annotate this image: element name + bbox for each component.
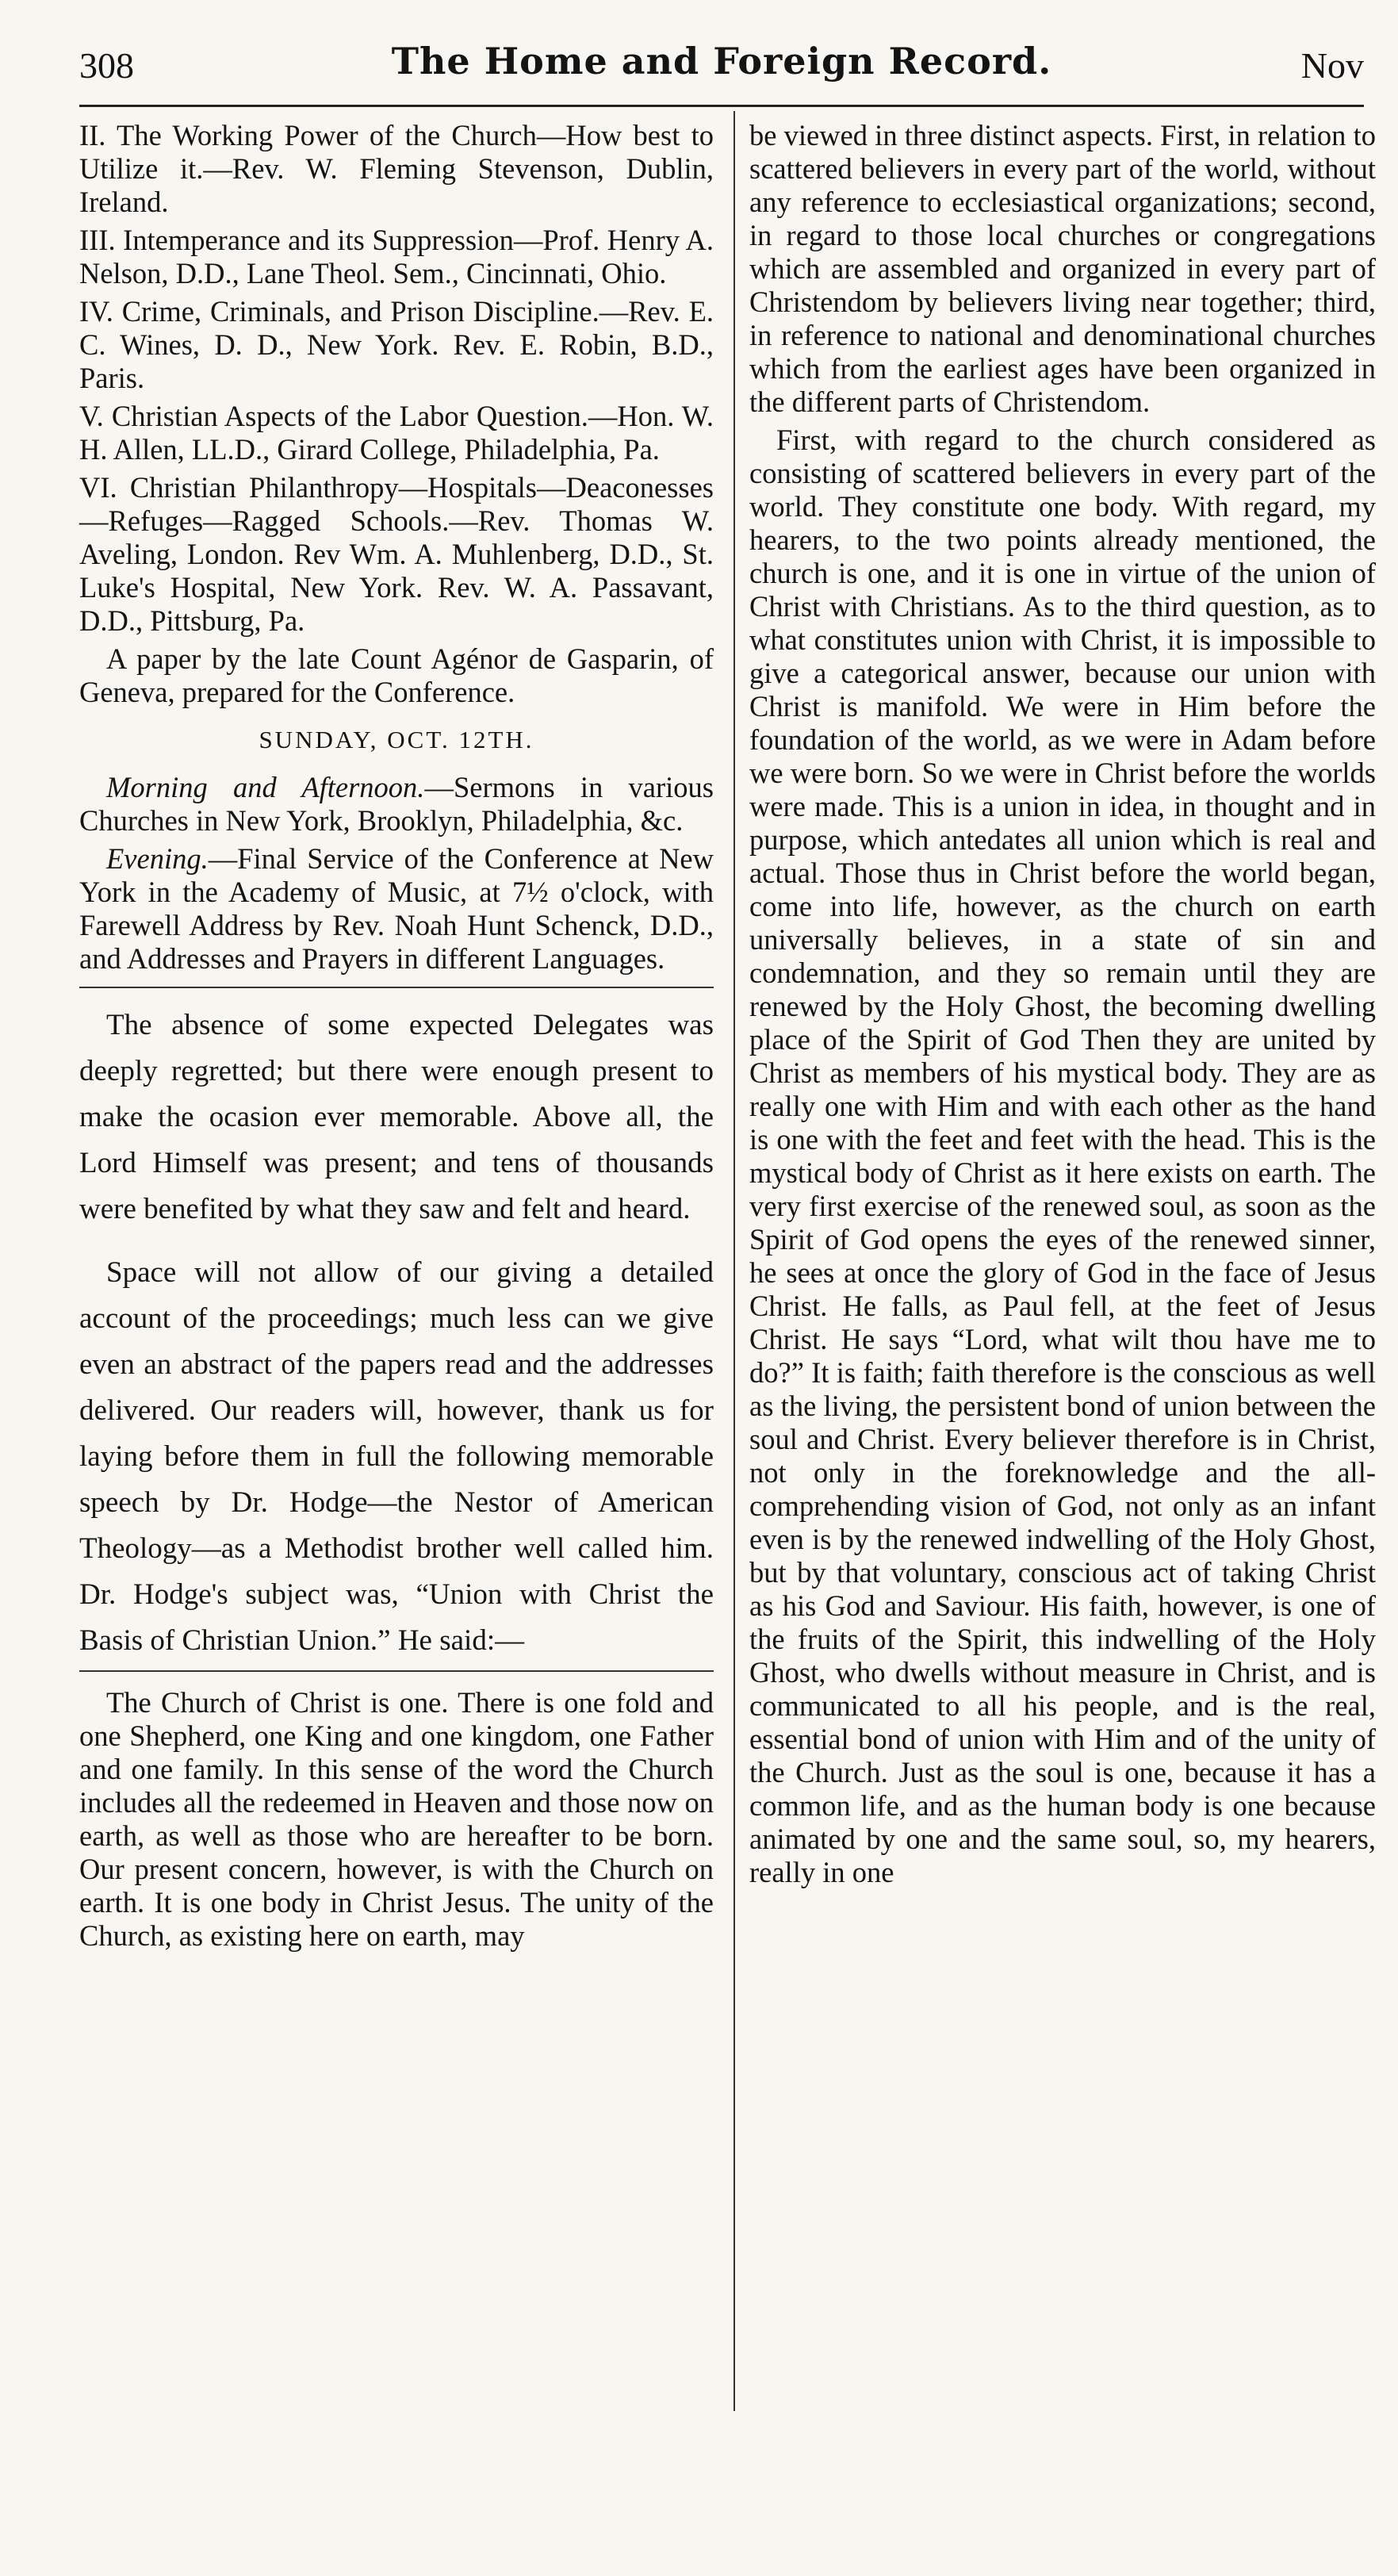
paragraph-church: The Church of Christ is one. There is one fold and one Shepherd, one King and one kingdom, one Father and one family. In this sense of the word the Church includes all the redeemed in Heaven and those now on earth, as well as those who are hereafter to be born. Our present concern, however, is with the Church on earth. It is one body in Christ Jesus. The unity of the Church, as existing here on earth, may — [79, 1686, 714, 1952]
program-item: VI. Christian Philanthropy—Hospitals—Deaconesses—Refuges—Ragged Schools.—Rev. Thomas W. Aveling, London. Rev Wm. A. Muhlenberg, D.D., St. Luke's Hospital, New York. Rev. W. A. Passavant, D.D., Pittsburg, Pa. — [79, 471, 714, 637]
program-item: V. Christian Aspects of the Labor Question.—Hon. W. H. Allen, LL.D., Girard College, Philadelphia, Pa. — [79, 400, 714, 466]
evening-text: —Final Service of the Conference at New York in the Academy of Music, at 7½ o'clock, with Farewell Address by Rev. Noah Hunt Schenck, D.D., and Addresses and Prayers in different Languages. — [79, 842, 714, 975]
page-number: 308 — [79, 45, 134, 86]
program-item: IV. Crime, Criminals, and Prison Discipline.—Rev. E. C. Wines, D. D., New York. Rev. E. Robin, B.D., Paris. — [79, 295, 714, 394]
paragraph-space: Space will not allow of our giving a detailed account of the proceedings; much less can we give even an abstract of the papers read and the addresses delivered. Our readers will, however, thank us for laying before them in full the following memorable speech by Dr. Hodge—the Nestor of American Theology—as a Methodist brother well called him. Dr. Hodge's subject was, “Union with Christ the Basis of Christian Union.” He said:— — [79, 1256, 714, 1657]
section-rule — [79, 1670, 714, 1672]
header-month: Nov — [1300, 45, 1364, 86]
section-rule — [79, 987, 714, 988]
program-item: III. Intemperance and its Suppression—Prof. Henry A. Nelson, D.D., Lane Theol. Sem., Cincinnati, Ohio. — [79, 224, 714, 289]
program-item: II. The Working Power of the Church—How best to Utilize it.—Rev. W. Fleming Stevenson, Dublin, Ireland. — [79, 119, 714, 218]
left-column — [79, 119, 714, 1957]
paragraph-absence: The absence of some expected Delegates was deeply regretted; but there were enough present to make the ocasion ever memorable. Above all, the Lord Himself was present; and tens of thousands were benefited by what they saw and felt and heard. — [79, 1009, 714, 1225]
morning-label: Morning and Afternoon. — [106, 771, 425, 803]
column-divider — [733, 111, 735, 2411]
evening-entry — [79, 842, 714, 976]
morning-text: —Sermons in various Churches in New York, Brooklyn, Philadelphia, &c. — [79, 771, 714, 837]
running-title: The Home and Foreign Record. — [391, 40, 1052, 82]
header-rule — [79, 105, 1364, 107]
right-column — [749, 119, 1376, 1894]
paragraph-first: First, with regard to the church considered as consisting of scattered believers in every part of the world. They constitute one body. With regard, my hearers, to the two points already mentioned, the church is one, and it is one in virtue of the union of Christ with Christians. As to the third question, as to what constitutes union with Christ, it is impossible to give a categorical answer, because our union with Christ is manifold. We were in Him before the foundation of the world, as we were in Adam before we were born. So we were in Christ before the worlds were made. This is a union in idea, in thought and in purpose, which antedates all union which is real and actual. Those thus in Christ before the world began, come into life, however, as the church on earth universally believes, in a state of sin and condemnation, and they so remain until they are renewed by the Holy Ghost, the becoming dwelling place of the Spirit of God Then they are united by Christ as members of his mystical body. They are as really one with Him and with each other as the hand is one with the feet and feet with the head. This is the mystical body of Christ as it here exists on earth. The very first exercise of the renewed soul, as soon as the Spirit of God opens the eyes of the renewed sinner, he sees at once the glory of God in the face of Jesus Christ. He falls, as Paul fell, at the feet of Jesus Christ. He says “Lord, what wilt thou have me to do?” It is faith; faith therefore is the conscious as well as the living, the persistent bond of union between the soul and Christ. Every believer therefore is in Christ, not only in the foreknowledge and the all-comprehending vision of God, not only as an infant even is by the renewed indwelling of the Holy Ghost, but by that voluntary, conscious act of taking Christ as his God and Saviour. His faith, however, is one of the fruits of the Spirit, this indwelling of the Holy Ghost, who dwells without measure in Christ, and is communicated to all his people, and is the real, essential bond of union with Him and of the unity of the Church. Just as the soul is one, because it has a common life, and as the human body is one because animated by one and the same soul, so, my hearers, really in one — [749, 424, 1376, 1888]
program-item: A paper by the late Count Agénor de Gasparin, of Geneva, prepared for the Conference. — [79, 642, 714, 708]
evening-label: Evening. — [106, 842, 209, 875]
sunday-heading: SUNDAY, OCT. 12TH. — [259, 726, 534, 753]
paragraph-aspects: be viewed in three distinct aspects. First, in relation to scattered believers in every part of the world, without any reference to ecclesiastical organizations; second, in regard to those local churches or congregations which are assembled and organized in every part of Christendom by believers living near together; third, in reference to national and denominational churches which from the earliest ages have been organized in the different parts of Christendom. — [749, 119, 1376, 418]
page-header — [79, 40, 1364, 95]
morning-entry — [79, 771, 714, 838]
